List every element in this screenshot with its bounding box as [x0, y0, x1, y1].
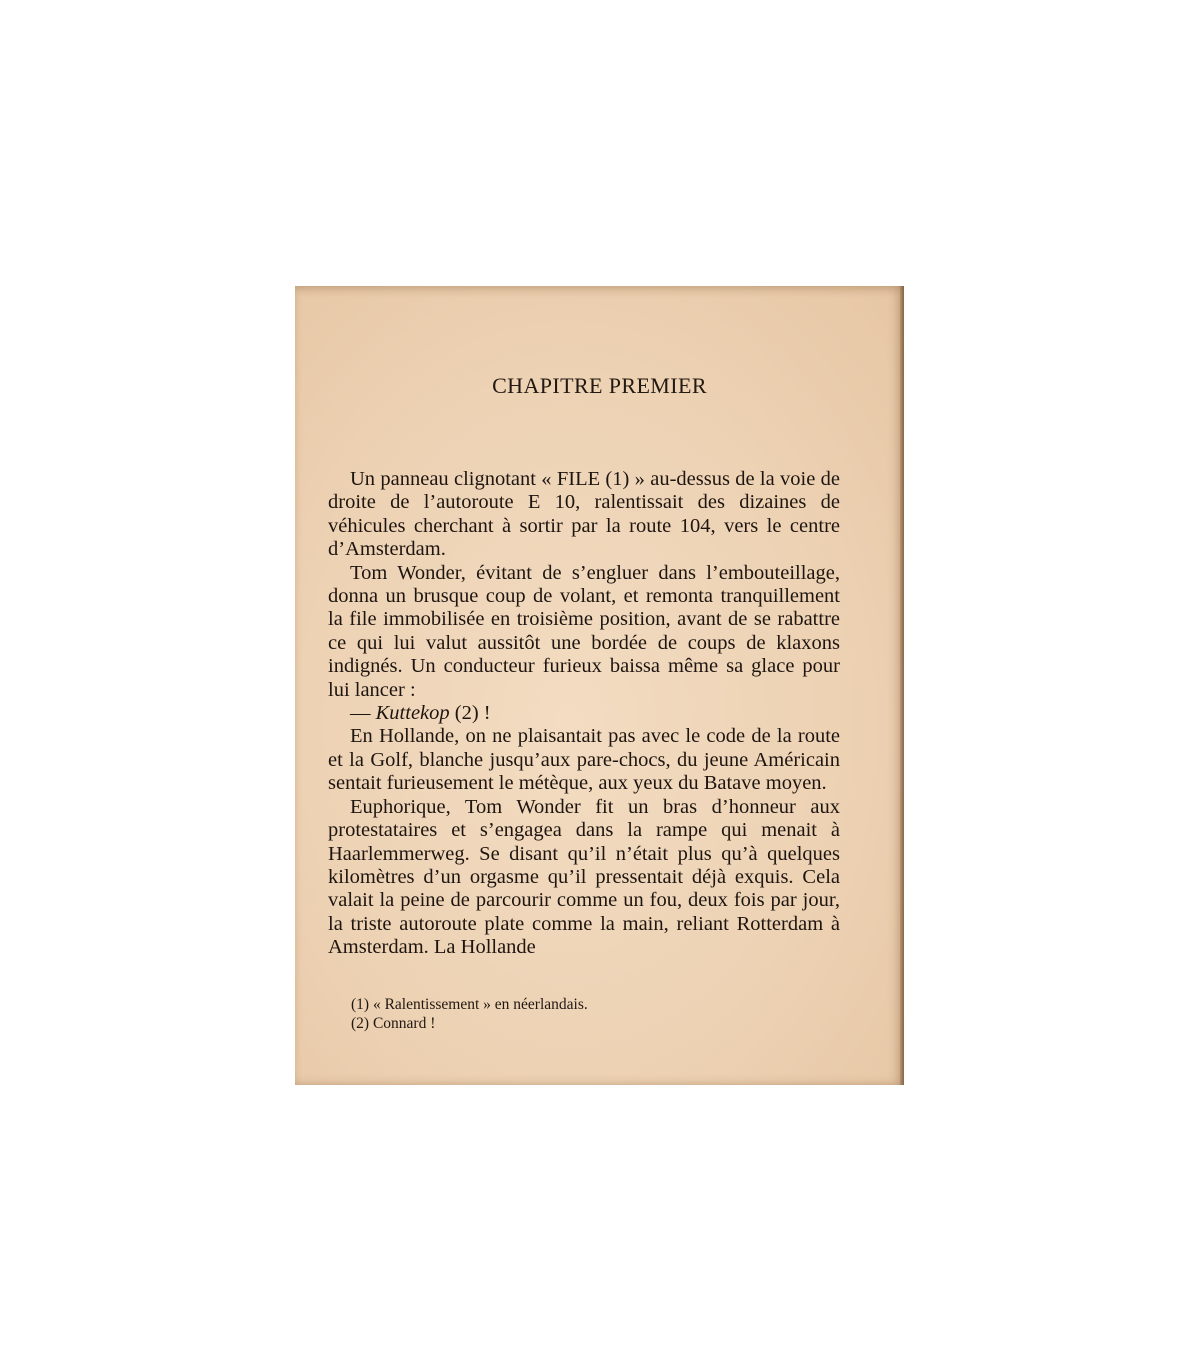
chapter-title: CHAPITRE PREMIER	[492, 373, 707, 398]
footnote-2: (2) Connard !	[351, 1015, 436, 1032]
dialogue-rest: (2) !	[449, 702, 491, 725]
paragraph-4: Euphorique, Tom Wonder fit un bras d’honneur aux protestataires et s’engagea dans la rampe qui menait à Haarlemmerweg. Se disant qu’il n’était plus qu’à quelques kilomètres d’un orgasme qu’il pressentait déjà exquis. Cela valait la peine de parcourir comme un fou, deux fois par jour, la triste autoroute plate comme la main, reliant Rotterdam à Amsterdam. La Hollande	[328, 795, 840, 959]
paragraph-3: En Hollande, on ne plaisantait pas avec le code de la route et la Golf, blanche jusqu’aux pare-chocs, du jeune Américain sentait furieusement le métèque, aux yeux du Batave moyen.	[328, 725, 840, 795]
body-text	[328, 468, 840, 960]
paragraph-2: Tom Wonder, évitant de s’engluer dans l’embouteillage, donna un brusque coup de volant, et remonta tranquillement la file immobilisée en troisième position, avant de se rabattre ce qui lui valut aussitôt une bordée de coups de klaxons indignés. Un conducteur furieux baissa même sa glace pour lui lancer :	[328, 561, 840, 701]
dialogue-word: Kuttekop	[375, 702, 450, 725]
paragraph-1: Un panneau clignotant « FILE (1) » au-dessus de la voie de droite de l’autoroute E 10, ralentissait des dizaines de véhicules cherchant à sortir par la route 104, vers le centre d’Amsterdam.	[328, 468, 840, 561]
dialogue-line	[328, 702, 840, 725]
footnotes	[351, 995, 588, 1033]
book-page	[295, 286, 904, 1085]
dialogue-dash: —	[350, 702, 376, 725]
footnote-1: (1) « Ralentissement » en néerlandais.	[351, 996, 588, 1013]
